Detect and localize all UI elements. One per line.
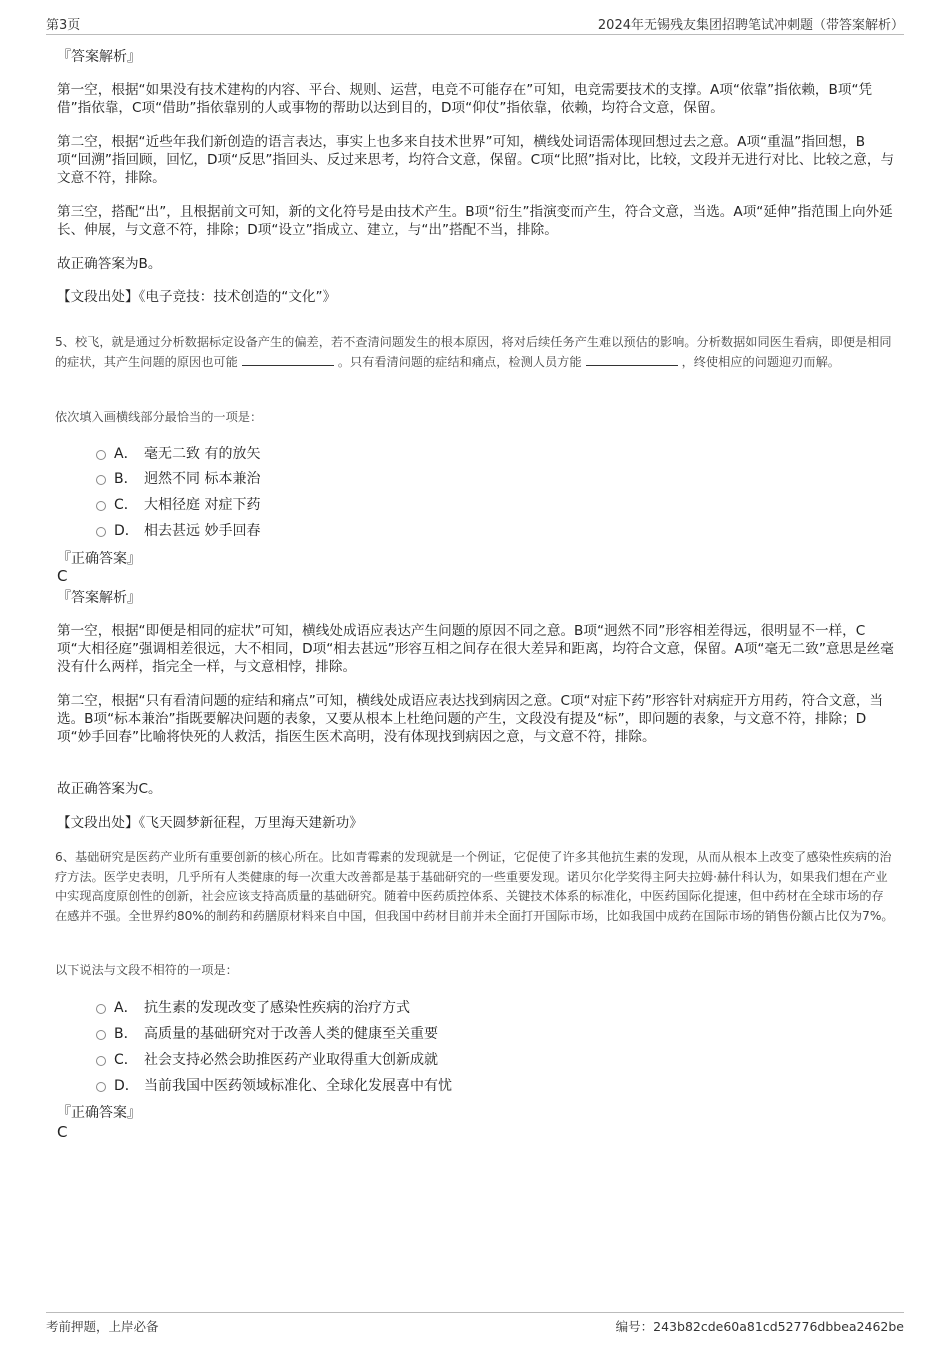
option-text: 毫无二致 有的放矢 (144, 446, 261, 462)
question-5-stem (55, 333, 895, 372)
answer-blank-1 (242, 353, 334, 366)
option-c[interactable] (96, 1050, 438, 1070)
document-title: 2024年无锡残友集团招聘笔试冲刺题（带答案解析） (597, 18, 904, 33)
conclusion: 故正确答案为B。 (57, 256, 162, 272)
correct-answer-label: 『正确答案』 (57, 551, 141, 567)
analysis-label: 『答案解析』 (57, 49, 141, 65)
radio-icon[interactable] (96, 1056, 106, 1066)
correct-answer-label: 『正确答案』 (57, 1105, 141, 1121)
option-b[interactable] (96, 469, 260, 489)
option-a[interactable] (96, 998, 410, 1018)
radio-icon[interactable] (96, 1030, 106, 1040)
option-text: 抗生素的发现改变了感染性疾病的治疗方式 (144, 1000, 410, 1016)
option-d[interactable] (96, 1076, 452, 1096)
option-text: 大相径庭 对症下药 (144, 497, 261, 513)
question-5-prompt: 依次填入画横线部分最恰当的一项是： (55, 410, 263, 424)
option-a[interactable] (96, 444, 260, 464)
radio-icon[interactable] (96, 475, 106, 485)
source-citation: 【文段出处】《飞天圆梦新征程，万里海天建新功》 (57, 815, 363, 831)
question-5-stem-part-1: 5、校飞，就是通过分析数据标定设备产生的偏差，若不查清问题发生的根本原因，将对后续任务产生难以预估的影响。分析数据如同医生看病，即便是相同的症状，其产生问题的原因也可能 (55, 335, 892, 369)
page-header (46, 12, 904, 35)
document-id: 编号：243b82cde60a81cd52776dbbea2462be (615, 1319, 904, 1334)
analysis-paragraph-1: 第一空，根据“如果没有技术建构的内容、平台、规则、运营，电竞不可能存在”可知，电竞需要技术的支撑。A项“依靠”指依赖，B项“凭借”指依靠，C项“借助”指依靠别的人或事物的帮助以达到目的，D项“仰仗”指依靠，依赖，均符合文意，保留。 (57, 82, 873, 116)
option-letter: A． (114, 1000, 138, 1016)
option-letter: D． (114, 523, 139, 539)
radio-icon[interactable] (96, 1004, 106, 1014)
option-letter: C． (114, 497, 138, 513)
page-footer (46, 1312, 904, 1334)
option-text: 社会支持必然会助推医药产业取得重大创新成就 (144, 1052, 438, 1068)
radio-icon[interactable] (96, 1082, 106, 1092)
option-d[interactable] (96, 521, 260, 541)
analysis-paragraph-1: 第一空，根据“即便是相同的症状”可知，横线处成语应表达产生问题的原因不同之意。B项“迥然不同”形容相差得远，很明显不一样，C项“大相径庭”强调相差很远，大不相同，D项“相去甚远”形容互相之间存在很大差异和距离，均符合文意，保留。A项“毫无二致”意思是丝毫没有什么两样，指完全一样，与文意相悖，排除。 (57, 623, 894, 675)
source-citation: 【文段出处】《电子竞技：技术创造的“文化”》 (57, 289, 337, 305)
analysis-paragraph-2: 第二空，根据“只有看清问题的症结和痛点”可知，横线处成语应表达找到病因之意。C项“对症下药”形容针对病症开方用药，符合文意，当选。B项“标本兼治”指既要解决问题的表象，又要从根本上杜绝问题的产生，文段没有提及“标”，即问题的表象，与文意不符，排除；D项“妙手回春”比喻将快死的人救活，指医生医术高明，没有体现找到病因之意，与文意不符，排除。 (57, 693, 884, 745)
option-c[interactable] (96, 495, 260, 515)
footer-slogan: 考前押题，上岸必备 (46, 1319, 159, 1334)
question-5-stem-part-3: ，终使相应的问题迎刃而解。 (681, 354, 840, 369)
analysis-paragraph-2: 第二空，根据“近些年我们新创造的语言表达，事实上也多来自技术世界”可知，横线处词语需体现回想过去之意。A项“重温”指回想，B项“回溯”指回顾，回忆，D项“反思”指回头、反过来思考，均符合文意，保留。C项“比照”指对比，比较，文段并无进行对比、比较之意，与文意不符，排除。 (57, 134, 895, 186)
option-text: 当前我国中医药领域标准化、全球化发展喜中有忧 (144, 1078, 452, 1094)
question-6-prompt: 以下说法与文段不相符的一项是： (55, 963, 238, 977)
option-letter: C． (114, 1052, 138, 1068)
radio-icon[interactable] (96, 501, 106, 511)
correct-answer: C (57, 567, 68, 585)
analysis-label: 『答案解析』 (57, 590, 141, 606)
correct-answer: C (57, 1123, 68, 1141)
radio-icon[interactable] (96, 450, 106, 460)
option-letter: D． (114, 1078, 139, 1094)
option-letter: B． (114, 1026, 138, 1042)
question-6-stem: 6、基础研究是医药产业所有重要创新的核心所在。比如青霉素的发现就是一个例证，它促使了许多其他抗生素的发现，从而从根本上改变了感染性疾病的治疗方法。医学史表明，几乎所有人类健康的每一次重大改善都是基于基础研究的一些重要发现。诺贝尔化学奖得主阿夫拉姆·赫什科认为，如果我们想在产业中实现高度原创性的创新，社会应该支持高质量的基础研究。随着中医药质控体系、关键技术体系的标准化，中医药国际化提速，但中药材在全球市场的存在感并不强。全世界约80%的制药和药膳原材料来自中国，但我国中药材目前并未全面打开国际市场，比如我国中成药在国际市场的销售份额占比仅为7%。 (55, 850, 894, 923)
analysis-paragraph-3: 第三空，搭配“出”，且根据前文可知，新的文化符号是由技术产生。B项“衍生”指演变而产生，符合文意，当选。A项“延伸”指范围上向外延长、伸展，与文意不符，排除；D项“设立”指成立、建立，与“出”搭配不当，排除。 (57, 204, 893, 238)
option-letter: A． (114, 446, 138, 462)
option-text: 迥然不同 标本兼治 (144, 471, 261, 487)
option-text: 高质量的基础研究对于改善人类的健康至关重要 (144, 1026, 438, 1042)
option-letter: B． (114, 471, 138, 487)
option-b[interactable] (96, 1024, 438, 1044)
answer-blank-2 (586, 353, 678, 366)
question-5-stem-part-2: 。只有看清问题的症结和痛点，检测人员方能 (337, 354, 582, 369)
option-text: 相去甚远 妙手回春 (144, 523, 261, 539)
conclusion: 故正确答案为C。 (57, 781, 162, 797)
radio-icon[interactable] (96, 527, 106, 537)
page-number: 第3页 (46, 18, 81, 33)
